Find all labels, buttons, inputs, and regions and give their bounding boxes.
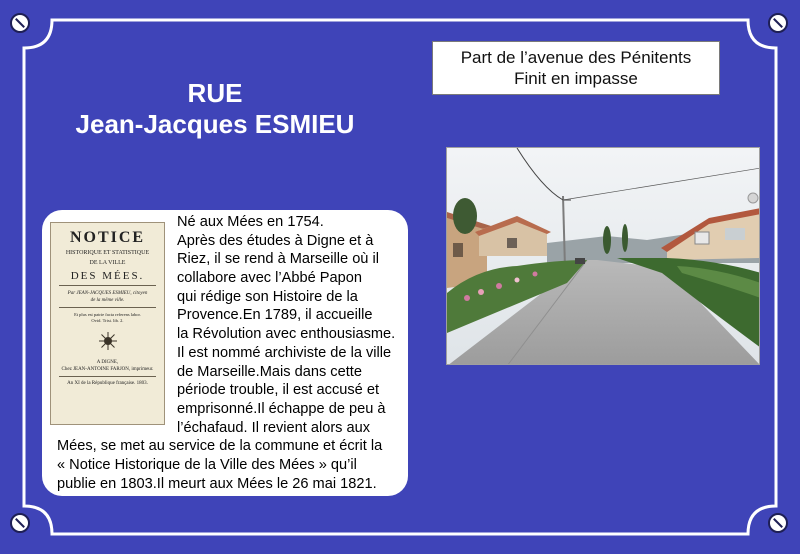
biography-line: Provence.En 1789, il accueille: [177, 307, 373, 324]
biography-line: emprisonné.Il échappe de peu à: [177, 400, 386, 417]
street-title: [30, 78, 400, 140]
biography-line: collabore avec l’Abbé Papon: [177, 270, 362, 287]
biography-text: [57, 213, 409, 493]
book-printer: Chez JEAN-ANTOINE FARJON, imprimeur.: [61, 367, 154, 372]
book-title: NOTICE: [69, 229, 146, 246]
screw-top-left-icon: [10, 13, 30, 33]
book-author-2: de la même ville.: [90, 298, 125, 303]
screw-bottom-right-icon: [768, 513, 788, 533]
book-author-1: Par JEAN-JACQUES ESMIEU, citoyen: [67, 291, 148, 296]
book-town: DES MÉES.: [70, 270, 145, 282]
biography-line: Riez, il se rend à Marseille où il: [177, 251, 379, 268]
street-photo: [446, 147, 760, 365]
biography-line: la Révolution avec enthousiasme.: [177, 326, 396, 343]
biography-line: Il est nommé archiviste de la ville: [177, 344, 392, 361]
book-date: An XI de la République française. 1803.: [67, 381, 148, 386]
screw-bottom-left-icon: [10, 513, 30, 533]
book-subtitle-1: HISTORIQUE ET STATISTIQUE: [65, 250, 150, 256]
biography-line: de Marseille.Mais dans cette: [177, 363, 362, 380]
book-quote-2: Ovid. Trist. lib. 2.: [91, 318, 124, 323]
title-line-1: RUE: [187, 78, 243, 108]
biography-line: Après des études à Digne et à: [177, 232, 374, 249]
screw-top-right-icon: [768, 13, 788, 33]
info-line-2: Finit en impasse: [514, 69, 638, 88]
biography-line: l’échafaud. Il revient alors aux: [177, 419, 371, 436]
title-line-2: Jean-Jacques ESMIEU: [75, 109, 355, 139]
biography-line: qui rédige son Histoire de la: [177, 288, 358, 305]
biography-line: période trouble, il est accusé et: [177, 382, 379, 399]
book-subtitle-2: DE LA VILLE: [89, 260, 126, 266]
book-quote-1: Et plus est patrie facta referens labor.: [74, 312, 141, 317]
book-city: A DIGNE,: [96, 360, 119, 365]
info-line-1: Part de l’avenue des Pénitents: [460, 48, 692, 67]
biography-line: Mées, se met au service de la commune et écrit la: [57, 438, 383, 455]
biography-line: Né aux Mées en 1754.: [177, 214, 324, 230]
biography-line: publie en 1803.Il meurt aux Mées le 26 mai 1821.: [57, 475, 377, 492]
biography-line: « Notice Historique de la Ville des Mées » qu’il: [57, 456, 357, 473]
street-info-box: [432, 41, 720, 95]
